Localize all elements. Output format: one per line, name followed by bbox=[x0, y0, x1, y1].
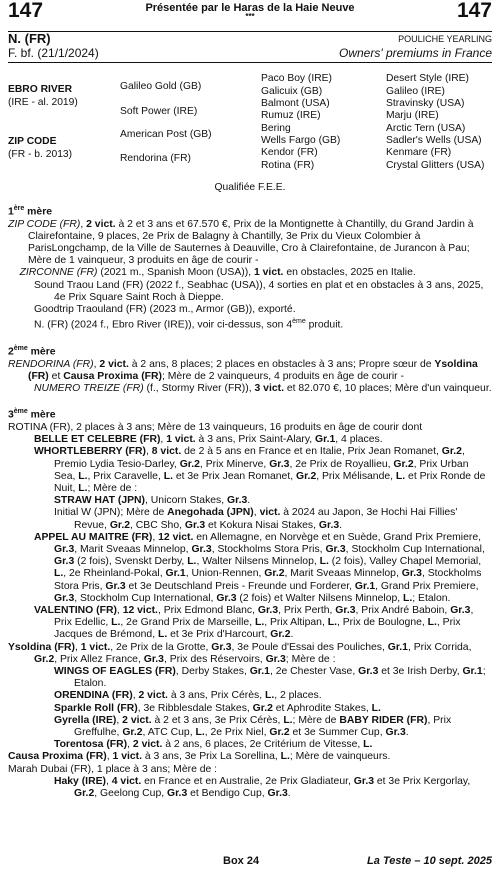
lot-number-right: 147 bbox=[456, 0, 492, 22]
gen4-7: Kenmare (FR) bbox=[386, 147, 452, 158]
gen2-1: Galileo Gold (GB) bbox=[120, 81, 202, 92]
gen3-8: Rotina (FR) bbox=[261, 160, 315, 171]
produce-goodtrip: Goodtrip Traouland (FR) (2023 m., Armor (GB)), exporté. bbox=[34, 304, 296, 316]
consignor-stars: *** bbox=[245, 12, 255, 21]
dam-name: ZIP CODE bbox=[8, 136, 57, 147]
gen2-3: American Post (GB) bbox=[120, 129, 212, 140]
second-dam-paragraph: RENDORINA (FR), 2 vict. à 2 ans, 8 places; 2 places en obstacles à 3 ans; Propre sœur de Ysoldina (FR) et Causa Proxima (FR); Mère de 2 vainqueurs, 4 produits en âge de courir - bbox=[8, 358, 478, 382]
gen4-3: Stravinsky (USA) bbox=[386, 98, 465, 109]
pedigree-top-rule bbox=[8, 62, 492, 63]
produce-zirconne: ZIRCONNE (FR) (2021 m., Spanish Moon (USA)), 1 vict. en obstacles, 2025 en Italie. bbox=[19, 267, 416, 279]
gen2-4: Rendorina (FR) bbox=[120, 153, 191, 164]
produce-marah-dubai: Marah Dubai (FR), 1 place à 3 ans; Mère de : bbox=[8, 763, 218, 775]
sire-name: EBRO RIVER bbox=[8, 84, 73, 95]
gen3-3: Balmont (USA) bbox=[261, 98, 330, 109]
page-footer bbox=[8, 855, 492, 869]
section-heading-3: 3ème mère bbox=[8, 408, 56, 421]
gen3-7: Kendor (FR) bbox=[261, 147, 318, 158]
produce-valentino: VALENTINO (FR), 12 vict., Prix Edmond Blanc, Gr.3, Prix Perth, Gr.3, Prix André Baboin, Gr.3, Prix Edellic, L., 2e Grand Prix de Marseille, L., Prix Altipan, L., Prix de Boulogne, L., Prix Jacques de Brémond, L. et 3e Prix d'Harcourt, Gr.2. bbox=[34, 604, 474, 641]
gen4-5: Arctic Tern (USA) bbox=[386, 123, 466, 134]
produce-belle-et-celebre: BELLE ET CELEBRE (FR), 1 vict. à 3 ans, Prix Saint-Alary, Gr.1, 4 places. bbox=[34, 434, 383, 446]
produce-appel-au-maitre: APPEL AU MAITRE (FR), 12 vict. en Allemagne, en Norvège et en Suède, Grand Prix Premiere, Gr.3, Marit Sveaas Minnelop, Gr.3, Stockholms Stora Pris, Gr.3, Stockholm Cup International, Gr.3 (2 fois), Svenskt Derby, L., Walter Nilsens Minnelop, L. (2 fois), Valley Chapel Memorial, L., 2e Rheinland-Pokal, Gr.1, Union-Rennen, Gr.2, Marit Sveaas Minnelop, Gr.3, Stockholms Stora Pris, Gr.3 et 3e Deutschland Preis - Freunde und Forderer, Gr.1, Grand Prix Premiere, Gr.3, Stockholm Cup International, Gr.3 (2 fois) et Walter Nilsens Minnelop, L.; Etalon. bbox=[34, 531, 485, 604]
gen2-2: Soft Power (IRE) bbox=[120, 106, 198, 117]
gen3-6: Wells Fargo (GB) bbox=[261, 135, 341, 146]
section-heading-1: 1ère mère bbox=[8, 205, 53, 218]
gen3-5: Bering bbox=[261, 123, 291, 134]
produce-causa-proxima: Causa Proxima (FR), 1 vict. à 3 ans, 3e Prix La Sorellina, L.; Mère de vainqueurs. bbox=[8, 751, 391, 763]
gen3-4: Rumuz (IRE) bbox=[261, 110, 321, 121]
catalogue-text bbox=[8, 203, 492, 800]
identity-row-2 bbox=[8, 46, 492, 60]
produce-n-fr: N. (FR) (2024 f., Ebro River (IRE)), voir ci-dessus, son 4ème produit. bbox=[34, 318, 344, 331]
produce-wings-of-eagles: WINGS OF EAGLES (FR), Derby Stakes, Gr.1, 2e Chester Vase, Gr.3 et 3e Irish Derby, Gr.1; Etalon. bbox=[54, 665, 486, 690]
box-number: Box 24 bbox=[223, 855, 260, 867]
gen4-2: Galileo (IRE) bbox=[386, 86, 445, 97]
produce-orendina: ORENDINA (FR), 2 vict. à 3 ans, Prix Cérès, L., 2 places. bbox=[54, 690, 322, 702]
produce-sound-traou-land: Sound Traou Land (FR) (2022 f., Seabhac (USA)), 4 sorties en plat et en obstacles à 3 ans, 2025, 4e Prix Square Saint Roch à Dieppe. bbox=[34, 279, 484, 303]
gen4-1: Desert Style (IRE) bbox=[386, 73, 469, 84]
consignor-title: Présentée par le Haras de la Haie Neuve bbox=[145, 2, 355, 14]
horse-details: F. bf. (21/1/2024) bbox=[8, 46, 99, 60]
produce-numero-treize: NUMERO TREIZE (FR) (f., Stormy River (FR)), 3 vict. et 82.070 €, 10 places; Mère d'un vainqueur. bbox=[34, 383, 492, 395]
horse-name: N. (FR) bbox=[8, 31, 51, 46]
qualification: Qualifiée F.E.E. bbox=[214, 182, 286, 193]
produce-ysoldina: Ysoldina (FR), 1 vict., 2e Prix de la Grotte, Gr.3, 3e Poule d'Essai des Pouliches, Gr.1, Prix Corrida, Gr.2, Prix Allez France, Gr.3, Prix des Réservoirs, Gr.3; Mère de : bbox=[8, 641, 472, 665]
produce-whortleberry: WHORTLEBERRY (FR), 8 vict. de 2 à 5 ans en France et en Italie, Prix Jean Romanet, Gr.2, Premio Lydia Tesio-Darley, Gr.2, Prix Minerve, Gr.3, 2e Prix de Royallieu, Gr.2, Prix Urban Sea, L., Prix Caravelle, L. et 3e Prix Jean Romanet, Gr.2, Prix Mélisande, L. et Prix Ronde de Nuit, L.; Mère de : bbox=[34, 446, 486, 494]
produce-sparkle-roll: Sparkle Roll (FR), 3e Ribblesdale Stakes, Gr.2 et Aphrodite Stakes, L. bbox=[54, 702, 381, 714]
sale-place-date: La Teste – 10 sept. 2025 bbox=[367, 855, 492, 867]
gen4-8: Crystal Glitters (USA) bbox=[386, 160, 485, 171]
dam-info: (FR - b. 2013) bbox=[8, 149, 73, 160]
identity-row-1 bbox=[8, 32, 492, 46]
produce-initial-w: Initial W (JPN); Mère de Anegohada (JPN), vict. à 2024 au Japon, 3e Hochi Hai Fillies' Revue, Gr.2, CBC Sho, Gr.3 et Kokura Nisai Stakes, Gr.3. bbox=[54, 507, 458, 531]
produce-gyrella: Gyrella (IRE), 2 vict. à 2 et 3 ans, 3e Prix Cérès, L.; Mère de BABY RIDER (FR), Prix Greffulhe, Gr.2, ATC Cup, L., 2e Prix Niel, Gr.2 et 3e Summer Cup, Gr.3. bbox=[54, 714, 452, 738]
gen4-4: Marju (IRE) bbox=[386, 110, 439, 121]
gen3-2: Galicuix (GB) bbox=[261, 86, 323, 97]
section-heading-2: 2ème mère bbox=[8, 344, 56, 358]
gen3-1: Paco Boy (IRE) bbox=[261, 73, 332, 84]
page-header bbox=[8, 0, 492, 28]
sire-info: (IRE - al. 2019) bbox=[8, 97, 78, 108]
produce-torentosa: Torentosa (FR), 2 vict. à 2 ans, 6 places, 2e Critérium de Vitesse, L. bbox=[54, 739, 373, 751]
dam-paragraph: ZIP CODE (FR), 2 vict. à 2 et 3 ans et 67.570 €, Prix de la Montignette à Chantilly, du Grand Jardin à Clairefontaine, 9 places, 2e Prix de Balagny à Chantilly, 3e Prix du Vieux Colombier à ParisLongchamp, de la Ville de Sauternes à Deauville, Cro à Clairefontaine, de Jurancon à Pau; Mère de 1 vainqueur, 3 produits en âge de courir - bbox=[8, 218, 474, 267]
lot-number-left: 147 bbox=[8, 0, 44, 22]
gen4-6: Sadler's Wells (USA) bbox=[386, 135, 482, 146]
owners-premiums: Owners' premiums in France bbox=[339, 46, 492, 60]
produce-straw-hat: STRAW HAT (JPN), Unicorn Stakes, Gr.3. bbox=[54, 495, 251, 507]
third-dam-paragraph: ROTINA (FR), 2 places à 3 ans; Mère de 13 vainqueurs, 16 produits en âge de courir dont bbox=[8, 421, 423, 433]
produce-haky: Haky (IRE), 4 vict. en France et en Australie, 2e Prix Gladiateur, Gr.3 et 3e Prix Kergorlay, Gr.2, Geelong Cup, Gr.3 et Bendigo Cup, Gr.3. bbox=[54, 775, 471, 800]
horse-category: POULICHE YEARLING bbox=[398, 34, 492, 44]
